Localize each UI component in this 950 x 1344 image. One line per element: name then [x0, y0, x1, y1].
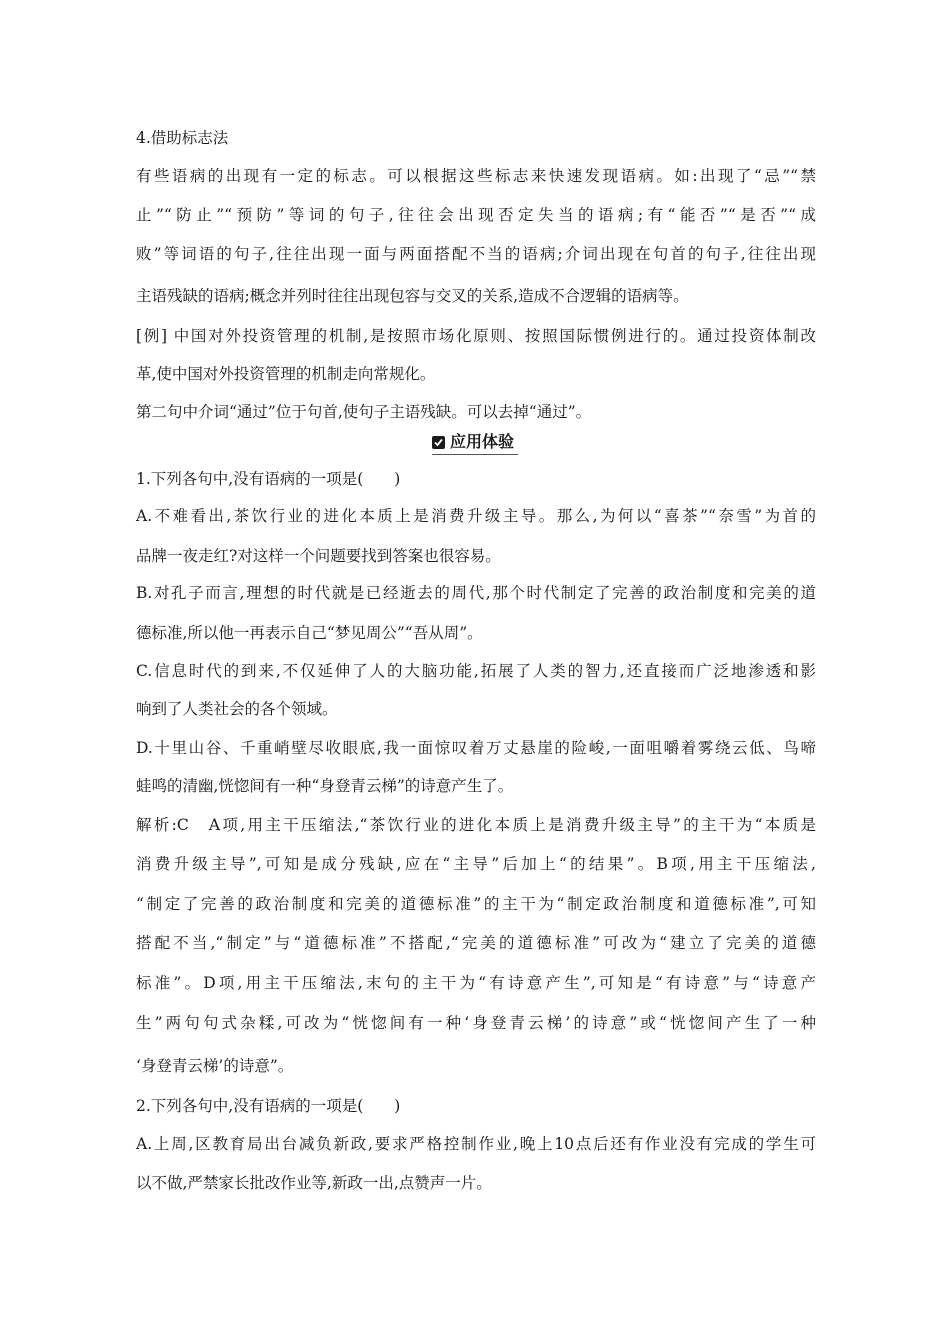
q1-option-d-line-1: D.十里山谷、千重峭壁尽收眼底,我一面惊叹着万丈悬崖的险峻,一面咀嚼着雾绕云低、鸟啼 — [136, 739, 816, 757]
q1-option-a-line-2: 品牌一夜走红?对这样一个问题要找到答案也很容易。 — [136, 547, 501, 565]
method-text-line-1: 有些语病的出现有一定的标志。可以根据这些标志来快速发现语病。如:出现了“忌”“禁 — [136, 167, 816, 185]
q1-stem: 1.下列各句中,没有语病的一项是( ) — [136, 470, 401, 488]
q1-option-a-line-1: A.不难看出,茶饮行业的进化本质上是消费升级主导。那么,为何以“喜茶”“奈雪”为首的 — [136, 507, 816, 525]
q1-analysis-line-1: 解析:C A项,用主干压缩法,“茶饮行业的进化本质上是消费升级主导”的主干为“本质是 — [136, 816, 816, 834]
q1-analysis-line-7: ‘身登青云梯’的诗意”。 — [136, 1057, 294, 1075]
section-title — [0, 431, 950, 455]
q1-option-b-line-2: 德标准,所以他一再表示自己“梦见周公”“吾从周”。 — [136, 624, 483, 642]
method-text-line-4: 主语残缺的语病;概念并列时往往出现包容与交叉的关系,造成不合逻辑的语病等。 — [136, 287, 689, 305]
method-text-line-2: 止”“防止”“预防”等词的句子,往往会出现否定失当的语病;有“能否”“是否”“成 — [136, 206, 816, 224]
q1-analysis-line-4: 搭配不当,“制定”与“道德标准”不搭配,“完美的道德标准”可改为“建立了完美的道德 — [136, 934, 816, 952]
example-line-1: [例] 中国对外投资管理的机制,是按照市场化原则、按照国际惯例进行的。通过投资体制改 — [136, 327, 816, 345]
q1-analysis-line-5: 标准”。D项,用主干压缩法,末句的主干为“有诗意产生”,可知是“有诗意”与“诗意产 — [136, 974, 816, 992]
q1-analysis-line-3: “制定了完善的政治制度和完美的道德标准”的主干为“制定政治制度和道德标准”,可知 — [136, 895, 816, 913]
q2-option-a-line-1: A.上周,区教育局出台减负新政,要求严格控制作业,晚上10点后还有作业没有完成的学生可 — [136, 1135, 816, 1153]
q1-analysis-line-6: 生”两句句式杂糅,可改为“恍惚间有一种‘身登青云梯’的诗意”或“恍惚间产生了一种 — [136, 1014, 816, 1032]
example-note: 第二句中介词“通过”位于句首,使句子主语残缺。可以去掉“通过”。 — [136, 403, 592, 421]
q1-option-b-line-1: B.对孔子而言,理想的时代就是已经逝去的周代,那个时代制定了完善的政治制度和完美的道 — [136, 584, 816, 602]
method-text-line-3: 败”等词语的句子,往往出现一面与两面搭配不当的语病;介词出现在句首的句子,往往出现 — [136, 245, 816, 263]
q1-analysis-line-2: 消费升级主导”,可知是成分残缺,应在“主导”后加上“的结果”。B项,用主干压缩法, — [136, 855, 816, 873]
section-title-text: 应用体验 — [449, 432, 514, 451]
q1-option-c-line-1: C.信息时代的到来,不仅延伸了人的大脑功能,拓展了人类的智力,还直接而广泛地渗透和影 — [136, 662, 816, 680]
example-line-2: 革,使中国对外投资管理的机制走向常规化。 — [136, 365, 436, 383]
q1-option-d-line-2: 蛙鸣的清幽,恍惚间有一种“身登青云梯”的诗意产生了。 — [136, 777, 514, 795]
checkbox-icon — [432, 436, 445, 449]
q2-option-a-line-2: 以不做,严禁家长批改作业等,新政一出,点赞声一片。 — [136, 1174, 492, 1192]
q2-stem: 2.下列各句中,没有语病的一项是( ) — [136, 1097, 401, 1115]
heading-method-4: 4.借助标志法 — [136, 129, 229, 147]
q1-option-c-line-2: 响到了人类社会的各个领域。 — [136, 700, 338, 718]
